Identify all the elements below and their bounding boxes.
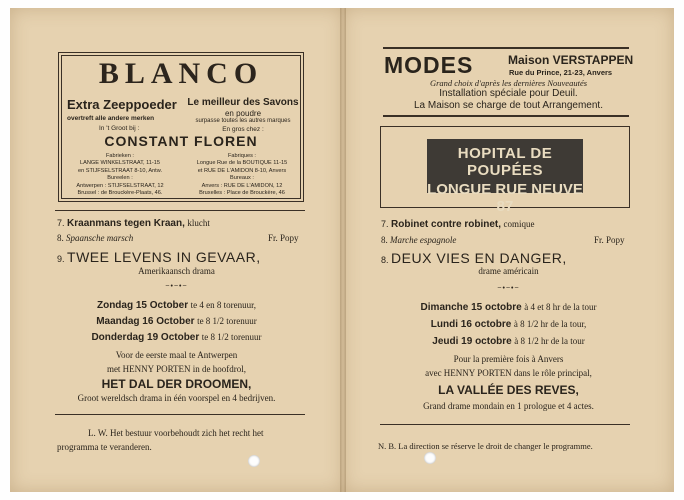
- blanco-addresses-fr: Fabriques : Longue Rue de la BOUTIQUE 11-15 et RUE DE L'AMIDON 8-10, Anvers Bureaux : Anvers : RUE DE L'AMIDON, 12 Bruxelles : Place de Brouckère, 46: [196, 153, 288, 197]
- composer: Fr. Popy: [268, 233, 299, 243]
- feature-title: HET DAL DER DROOMEN,: [101, 377, 252, 391]
- deuil-line: Installation spéciale pour Deuil.: [439, 88, 578, 99]
- maison-name: Maison VERSTAPPEN: [508, 53, 634, 67]
- composer-fr: Fr. Popy: [594, 235, 625, 245]
- programme-item-8: 8. Marche espagnole: [381, 235, 457, 245]
- schedule-fr-2: Lundi 16 octobre à 8 1/2 hr de la tour,: [430, 319, 587, 330]
- blanco-wholesale-fr: En gros chez :: [222, 126, 264, 133]
- blanco-brand: BLANCO: [98, 57, 264, 90]
- feature-description-fr: Grand drame mondain en 1 prologue et 4 actes.: [423, 401, 594, 411]
- divider: [55, 414, 305, 415]
- arrangement-line: La Maison se charge de tout Arrangement.: [413, 100, 603, 111]
- schedule-3: Donderdag 19 October te 8 1/2 torenuur: [91, 332, 262, 343]
- intro-line-2: met HENNY PORTEN in de hoofdrol,: [106, 364, 247, 374]
- blanco-slogan-fr-2: en poudre: [224, 109, 262, 118]
- intro-line-1: Voor de eerste maal te Antwerpen: [115, 350, 238, 360]
- programme-item-7: 7. Robinet contre robinet, comique: [381, 219, 535, 230]
- schedule-2: Maandag 16 October te 8 1/2 torenuur: [96, 316, 257, 327]
- divider: [55, 210, 305, 211]
- note-line-1: L. W. Het bestuur voorbehoudt zich het recht het: [88, 428, 264, 438]
- blanco-advertisement: [58, 52, 304, 202]
- blanco-tagline-nl: overtreft alle andere merken: [67, 115, 155, 122]
- blanco-addresses-nl: Fabrieken : LANGE WINKELSTRAAT, 11-15 en STIJFSELSTRAAT 8-10, Antw. Bureelen : Antwerpen : STIJFSELSTRAAT, 12 Brussel : de Brouckère-Plaats, 46.: [76, 153, 164, 197]
- divider: [380, 424, 630, 425]
- film-genre: Amerikaansch drama: [138, 266, 215, 276]
- schedule-fr-3: Jeudi 19 octobre à 8 1/2 hr de la tour: [432, 336, 585, 347]
- divider: [383, 47, 629, 49]
- feature-title-fr: LA VALLÉE DES REVES,: [438, 383, 579, 397]
- blanco-slogan-fr-3: surpasse toutes les autres marques: [195, 118, 291, 124]
- ornament: ~•~•~: [165, 283, 188, 290]
- intro-fr-1: Pour la première fois à Anvers: [453, 354, 564, 364]
- programme-item-9: 8. DEUX VIES EN DANGER,: [381, 250, 567, 266]
- blanco-slogan-fr: Le meilleur des Savons: [187, 97, 299, 108]
- modes-heading: MODES: [384, 52, 474, 78]
- feature-description: Groot wereldsch drama in één voorspel en 4 bedrijven.: [77, 393, 276, 403]
- note-line-2: programma te veranderen.: [57, 442, 152, 452]
- divider: [383, 115, 629, 117]
- maison-address: Rue du Prince, 21-23, Anvers: [509, 68, 613, 77]
- program-item-9: 9. TWEE LEVENS IN GEVAAR,: [57, 249, 261, 265]
- program-item-7: 7. Kraanmans tegen Kraan, klucht: [57, 218, 210, 229]
- ornament-fr: ~•~•~: [497, 285, 520, 292]
- blanco-wholesale-nl: In 't Groot bij :: [99, 125, 140, 132]
- staple-hole: [248, 455, 260, 467]
- blanco-product: Extra Zeeppoeder: [67, 97, 177, 112]
- note-fr: N. B. La direction se réserve le droit de changer le programme.: [378, 441, 593, 451]
- program-item-8: 8. Spaansche marsch: [57, 233, 134, 243]
- blanco-company: CONSTANT FLOREN: [104, 133, 258, 149]
- intro-fr-2: avec HENNY PORTEN dans le rôle principal,: [425, 368, 592, 378]
- hopital-de-poupees-sign: HOPITAL DE POUPÉES LONGUE RUE NEUVE 87: [427, 139, 583, 193]
- schedule-fr-1: Dimanche 15 octobre à 4 et 8 hr de la tour: [420, 302, 597, 313]
- choice-line: Grand choix d'après les dernières Nouveautés: [429, 78, 588, 88]
- schedule-1: Zondag 15 October te 4 en 8 torenuur,: [96, 300, 256, 311]
- film-genre-fr: drame américain: [478, 266, 539, 276]
- staple-hole: [424, 452, 436, 464]
